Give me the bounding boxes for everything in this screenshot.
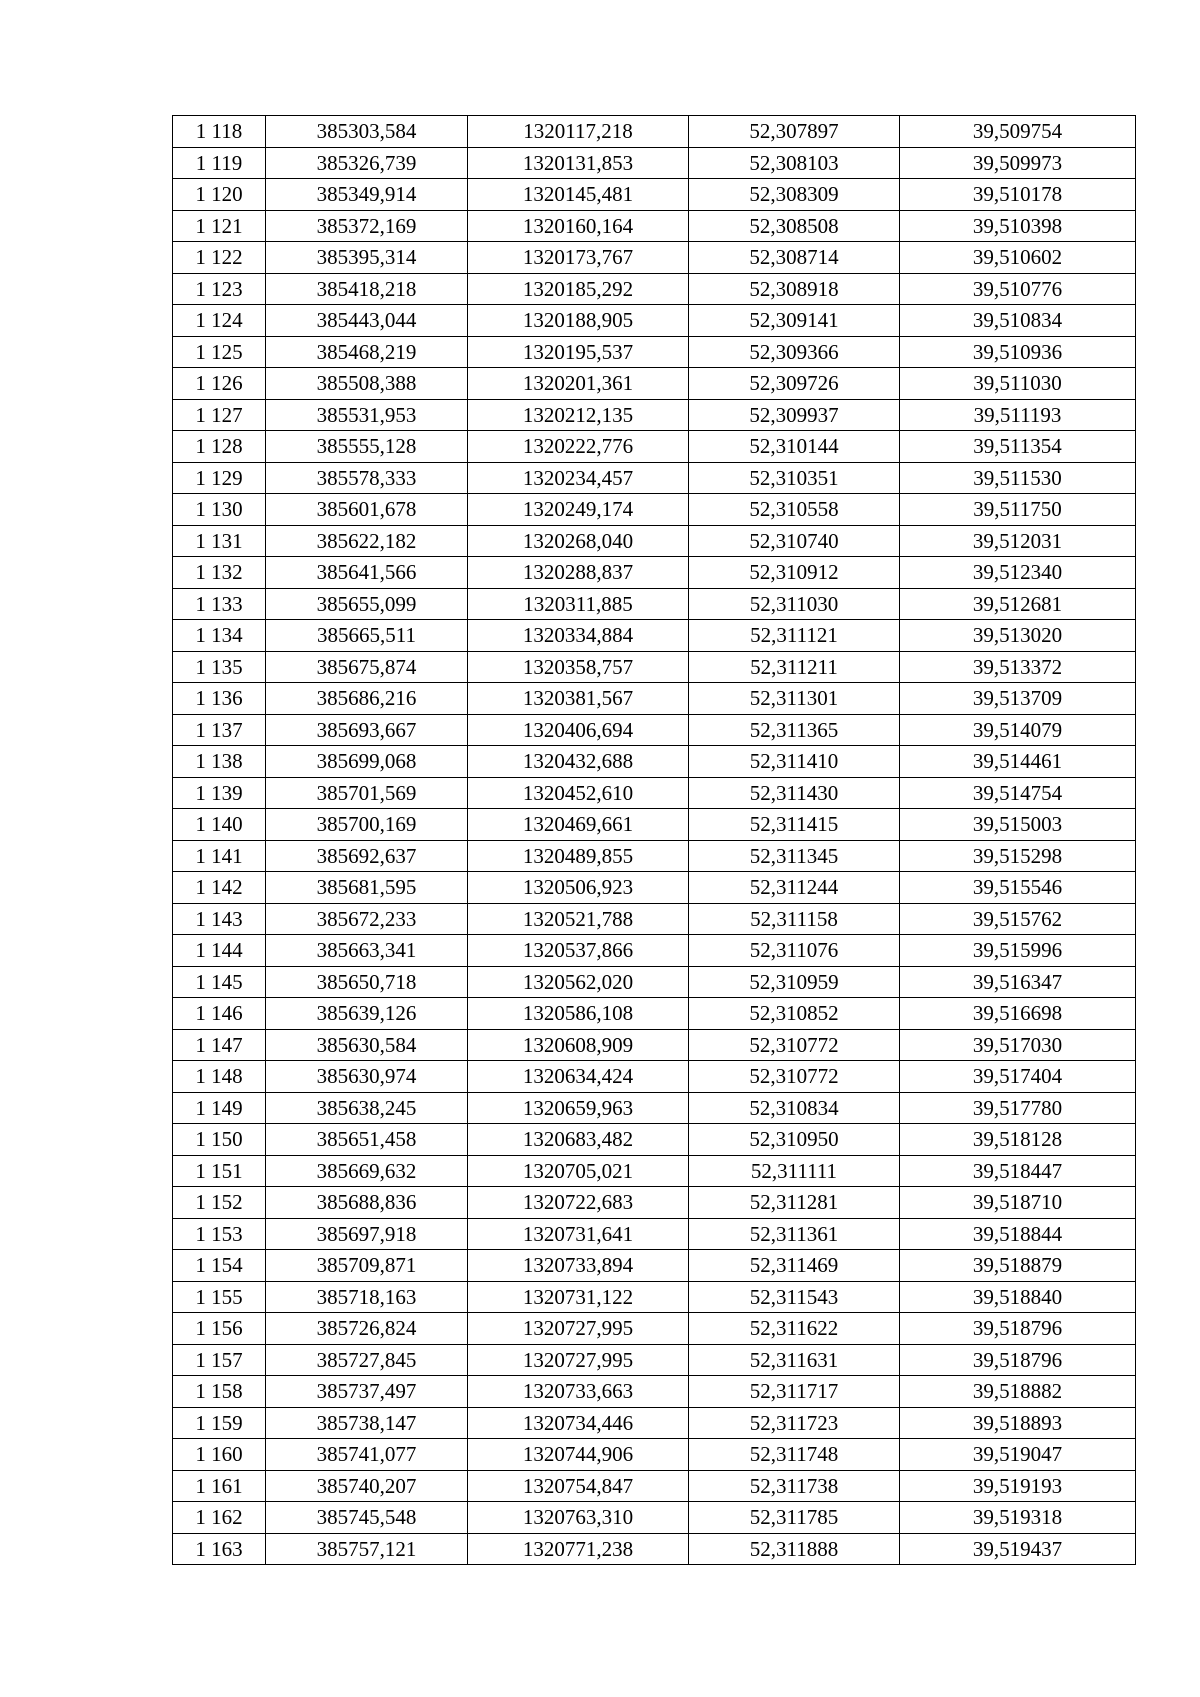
y-coordinate-cell: 1320733,894 — [468, 1250, 689, 1282]
x-coordinate-cell: 385443,044 — [266, 305, 468, 337]
y-coordinate-cell: 1320173,767 — [468, 242, 689, 274]
point-number-cell: 1 154 — [173, 1250, 266, 1282]
y-coordinate-cell: 1320489,855 — [468, 840, 689, 872]
longitude-cell: 39,509973 — [900, 147, 1136, 179]
longitude-cell: 39,510776 — [900, 273, 1136, 305]
point-number-cell: 1 133 — [173, 588, 266, 620]
y-coordinate-cell: 1320705,021 — [468, 1155, 689, 1187]
point-number-cell: 1 142 — [173, 872, 266, 904]
point-number-cell: 1 148 — [173, 1061, 266, 1093]
longitude-cell: 39,510178 — [900, 179, 1136, 211]
x-coordinate-cell: 385718,163 — [266, 1281, 468, 1313]
table-row — [173, 683, 1136, 715]
y-coordinate-cell: 1320311,885 — [468, 588, 689, 620]
latitude-cell: 52,311076 — [689, 935, 900, 967]
latitude-cell: 52,310959 — [689, 966, 900, 998]
latitude-cell: 52,310558 — [689, 494, 900, 526]
x-coordinate-cell: 385650,718 — [266, 966, 468, 998]
latitude-cell: 52,311543 — [689, 1281, 900, 1313]
table-row — [173, 1533, 1136, 1565]
table-row — [173, 1502, 1136, 1534]
table-row — [173, 1250, 1136, 1282]
x-coordinate-cell: 385303,584 — [266, 116, 468, 148]
table-row — [173, 494, 1136, 526]
y-coordinate-cell: 1320744,906 — [468, 1439, 689, 1471]
latitude-cell: 52,311301 — [689, 683, 900, 715]
latitude-cell: 52,311281 — [689, 1187, 900, 1219]
table-row — [173, 273, 1136, 305]
latitude-cell: 52,310772 — [689, 1029, 900, 1061]
latitude-cell: 52,311748 — [689, 1439, 900, 1471]
table-row — [173, 1313, 1136, 1345]
x-coordinate-cell: 385699,068 — [266, 746, 468, 778]
point-number-cell: 1 137 — [173, 714, 266, 746]
x-coordinate-cell: 385508,388 — [266, 368, 468, 400]
point-number-cell: 1 134 — [173, 620, 266, 652]
table-row — [173, 1029, 1136, 1061]
point-number-cell: 1 119 — [173, 147, 266, 179]
longitude-cell: 39,511530 — [900, 462, 1136, 494]
longitude-cell: 39,518710 — [900, 1187, 1136, 1219]
y-coordinate-cell: 1320222,776 — [468, 431, 689, 463]
x-coordinate-cell: 385622,182 — [266, 525, 468, 557]
point-number-cell: 1 157 — [173, 1344, 266, 1376]
point-number-cell: 1 143 — [173, 903, 266, 935]
y-coordinate-cell: 1320381,567 — [468, 683, 689, 715]
point-number-cell: 1 160 — [173, 1439, 266, 1471]
point-number-cell: 1 121 — [173, 210, 266, 242]
latitude-cell: 52,310740 — [689, 525, 900, 557]
y-coordinate-cell: 1320406,694 — [468, 714, 689, 746]
latitude-cell: 52,310950 — [689, 1124, 900, 1156]
longitude-cell: 39,511354 — [900, 431, 1136, 463]
latitude-cell: 52,311211 — [689, 651, 900, 683]
latitude-cell: 52,308103 — [689, 147, 900, 179]
point-number-cell: 1 118 — [173, 116, 266, 148]
y-coordinate-cell: 1320733,663 — [468, 1376, 689, 1408]
x-coordinate-cell: 385727,845 — [266, 1344, 468, 1376]
table-row — [173, 1187, 1136, 1219]
table-row — [173, 1376, 1136, 1408]
table-row — [173, 903, 1136, 935]
x-coordinate-cell: 385757,121 — [266, 1533, 468, 1565]
table-row — [173, 242, 1136, 274]
table-row — [173, 966, 1136, 998]
table-row — [173, 1470, 1136, 1502]
x-coordinate-cell: 385655,099 — [266, 588, 468, 620]
x-coordinate-cell: 385693,667 — [266, 714, 468, 746]
point-number-cell: 1 128 — [173, 431, 266, 463]
point-number-cell: 1 155 — [173, 1281, 266, 1313]
latitude-cell: 52,310912 — [689, 557, 900, 589]
y-coordinate-cell: 1320160,164 — [468, 210, 689, 242]
table-row — [173, 210, 1136, 242]
x-coordinate-cell: 385372,169 — [266, 210, 468, 242]
longitude-cell: 39,510398 — [900, 210, 1136, 242]
y-coordinate-cell: 1320734,446 — [468, 1407, 689, 1439]
x-coordinate-cell: 385745,548 — [266, 1502, 468, 1534]
latitude-cell: 52,311244 — [689, 872, 900, 904]
point-number-cell: 1 146 — [173, 998, 266, 1030]
table-row — [173, 809, 1136, 841]
y-coordinate-cell: 1320586,108 — [468, 998, 689, 1030]
longitude-cell: 39,510602 — [900, 242, 1136, 274]
x-coordinate-cell: 385686,216 — [266, 683, 468, 715]
point-number-cell: 1 141 — [173, 840, 266, 872]
longitude-cell: 39,518840 — [900, 1281, 1136, 1313]
point-number-cell: 1 147 — [173, 1029, 266, 1061]
longitude-cell: 39,517030 — [900, 1029, 1136, 1061]
x-coordinate-cell: 385675,874 — [266, 651, 468, 683]
y-coordinate-cell: 1320452,610 — [468, 777, 689, 809]
table-row — [173, 651, 1136, 683]
longitude-cell: 39,518893 — [900, 1407, 1136, 1439]
latitude-cell: 52,311622 — [689, 1313, 900, 1345]
y-coordinate-cell: 1320131,853 — [468, 147, 689, 179]
longitude-cell: 39,514461 — [900, 746, 1136, 778]
y-coordinate-cell: 1320288,837 — [468, 557, 689, 589]
x-coordinate-cell: 385672,233 — [266, 903, 468, 935]
longitude-cell: 39,518882 — [900, 1376, 1136, 1408]
longitude-cell: 39,512031 — [900, 525, 1136, 557]
x-coordinate-cell: 385630,974 — [266, 1061, 468, 1093]
y-coordinate-cell: 1320358,757 — [468, 651, 689, 683]
longitude-cell: 39,509754 — [900, 116, 1136, 148]
latitude-cell: 52,311158 — [689, 903, 900, 935]
point-number-cell: 1 144 — [173, 935, 266, 967]
x-coordinate-cell: 385669,632 — [266, 1155, 468, 1187]
table-row — [173, 998, 1136, 1030]
table-row — [173, 935, 1136, 967]
longitude-cell: 39,513709 — [900, 683, 1136, 715]
point-number-cell: 1 145 — [173, 966, 266, 998]
table-row — [173, 179, 1136, 211]
x-coordinate-cell: 385700,169 — [266, 809, 468, 841]
longitude-cell: 39,518796 — [900, 1313, 1136, 1345]
x-coordinate-cell: 385737,497 — [266, 1376, 468, 1408]
x-coordinate-cell: 385740,207 — [266, 1470, 468, 1502]
latitude-cell: 52,311410 — [689, 746, 900, 778]
y-coordinate-cell: 1320763,310 — [468, 1502, 689, 1534]
longitude-cell: 39,514079 — [900, 714, 1136, 746]
latitude-cell: 52,311430 — [689, 777, 900, 809]
latitude-cell: 52,310834 — [689, 1092, 900, 1124]
longitude-cell: 39,519318 — [900, 1502, 1136, 1534]
x-coordinate-cell: 385555,128 — [266, 431, 468, 463]
x-coordinate-cell: 385395,314 — [266, 242, 468, 274]
table-row — [173, 1092, 1136, 1124]
y-coordinate-cell: 1320722,683 — [468, 1187, 689, 1219]
point-number-cell: 1 156 — [173, 1313, 266, 1345]
point-number-cell: 1 120 — [173, 179, 266, 211]
longitude-cell: 39,510834 — [900, 305, 1136, 337]
latitude-cell: 52,311785 — [689, 1502, 900, 1534]
y-coordinate-cell: 1320731,641 — [468, 1218, 689, 1250]
latitude-cell: 52,311111 — [689, 1155, 900, 1187]
y-coordinate-cell: 1320334,884 — [468, 620, 689, 652]
x-coordinate-cell: 385663,341 — [266, 935, 468, 967]
table-row — [173, 462, 1136, 494]
point-number-cell: 1 151 — [173, 1155, 266, 1187]
point-number-cell: 1 123 — [173, 273, 266, 305]
latitude-cell: 52,311415 — [689, 809, 900, 841]
y-coordinate-cell: 1320469,661 — [468, 809, 689, 841]
table-row — [173, 525, 1136, 557]
coordinates-table-body — [173, 116, 1136, 1565]
coordinates-table — [172, 115, 1136, 1565]
table-row — [173, 336, 1136, 368]
y-coordinate-cell: 1320521,788 — [468, 903, 689, 935]
latitude-cell: 52,308918 — [689, 273, 900, 305]
latitude-cell: 52,308508 — [689, 210, 900, 242]
point-number-cell: 1 158 — [173, 1376, 266, 1408]
longitude-cell: 39,518128 — [900, 1124, 1136, 1156]
latitude-cell: 52,311469 — [689, 1250, 900, 1282]
latitude-cell: 52,311717 — [689, 1376, 900, 1408]
latitude-cell: 52,310772 — [689, 1061, 900, 1093]
table-row — [173, 840, 1136, 872]
x-coordinate-cell: 385468,219 — [266, 336, 468, 368]
latitude-cell: 52,311888 — [689, 1533, 900, 1565]
x-coordinate-cell: 385418,218 — [266, 273, 468, 305]
table-row — [173, 399, 1136, 431]
x-coordinate-cell: 385697,918 — [266, 1218, 468, 1250]
longitude-cell: 39,515996 — [900, 935, 1136, 967]
x-coordinate-cell: 385665,511 — [266, 620, 468, 652]
table-row — [173, 1218, 1136, 1250]
x-coordinate-cell: 385601,678 — [266, 494, 468, 526]
point-number-cell: 1 136 — [173, 683, 266, 715]
longitude-cell: 39,518844 — [900, 1218, 1136, 1250]
x-coordinate-cell: 385630,584 — [266, 1029, 468, 1061]
x-coordinate-cell: 385639,126 — [266, 998, 468, 1030]
latitude-cell: 52,309726 — [689, 368, 900, 400]
longitude-cell: 39,511030 — [900, 368, 1136, 400]
table-row — [173, 1124, 1136, 1156]
latitude-cell: 52,311365 — [689, 714, 900, 746]
point-number-cell: 1 135 — [173, 651, 266, 683]
x-coordinate-cell: 385326,739 — [266, 147, 468, 179]
y-coordinate-cell: 1320145,481 — [468, 179, 689, 211]
y-coordinate-cell: 1320562,020 — [468, 966, 689, 998]
latitude-cell: 52,308309 — [689, 179, 900, 211]
y-coordinate-cell: 1320188,905 — [468, 305, 689, 337]
longitude-cell: 39,519047 — [900, 1439, 1136, 1471]
table-row — [173, 746, 1136, 778]
y-coordinate-cell: 1320117,218 — [468, 116, 689, 148]
x-coordinate-cell: 385741,077 — [266, 1439, 468, 1471]
x-coordinate-cell: 385349,914 — [266, 179, 468, 211]
point-number-cell: 1 127 — [173, 399, 266, 431]
longitude-cell: 39,516698 — [900, 998, 1136, 1030]
longitude-cell: 39,514754 — [900, 777, 1136, 809]
point-number-cell: 1 153 — [173, 1218, 266, 1250]
point-number-cell: 1 125 — [173, 336, 266, 368]
y-coordinate-cell: 1320212,135 — [468, 399, 689, 431]
latitude-cell: 52,310852 — [689, 998, 900, 1030]
y-coordinate-cell: 1320731,122 — [468, 1281, 689, 1313]
x-coordinate-cell: 385641,566 — [266, 557, 468, 589]
point-number-cell: 1 162 — [173, 1502, 266, 1534]
y-coordinate-cell: 1320195,537 — [468, 336, 689, 368]
latitude-cell: 52,310351 — [689, 462, 900, 494]
table-row — [173, 1407, 1136, 1439]
latitude-cell: 52,311361 — [689, 1218, 900, 1250]
longitude-cell: 39,515546 — [900, 872, 1136, 904]
y-coordinate-cell: 1320432,688 — [468, 746, 689, 778]
longitude-cell: 39,511750 — [900, 494, 1136, 526]
longitude-cell: 39,517780 — [900, 1092, 1136, 1124]
latitude-cell: 52,311631 — [689, 1344, 900, 1376]
x-coordinate-cell: 385531,953 — [266, 399, 468, 431]
longitude-cell: 39,511193 — [900, 399, 1136, 431]
y-coordinate-cell: 1320634,424 — [468, 1061, 689, 1093]
longitude-cell: 39,516347 — [900, 966, 1136, 998]
y-coordinate-cell: 1320754,847 — [468, 1470, 689, 1502]
point-number-cell: 1 150 — [173, 1124, 266, 1156]
latitude-cell: 52,308714 — [689, 242, 900, 274]
point-number-cell: 1 159 — [173, 1407, 266, 1439]
latitude-cell: 52,307897 — [689, 116, 900, 148]
x-coordinate-cell: 385726,824 — [266, 1313, 468, 1345]
y-coordinate-cell: 1320201,361 — [468, 368, 689, 400]
point-number-cell: 1 149 — [173, 1092, 266, 1124]
y-coordinate-cell: 1320771,238 — [468, 1533, 689, 1565]
x-coordinate-cell: 385701,569 — [266, 777, 468, 809]
longitude-cell: 39,519193 — [900, 1470, 1136, 1502]
y-coordinate-cell: 1320234,457 — [468, 462, 689, 494]
table-row — [173, 305, 1136, 337]
longitude-cell: 39,515298 — [900, 840, 1136, 872]
table-row — [173, 620, 1136, 652]
y-coordinate-cell: 1320727,995 — [468, 1313, 689, 1345]
longitude-cell: 39,517404 — [900, 1061, 1136, 1093]
y-coordinate-cell: 1320506,923 — [468, 872, 689, 904]
longitude-cell: 39,513372 — [900, 651, 1136, 683]
longitude-cell: 39,515762 — [900, 903, 1136, 935]
table-row — [173, 147, 1136, 179]
point-number-cell: 1 132 — [173, 557, 266, 589]
longitude-cell: 39,512681 — [900, 588, 1136, 620]
x-coordinate-cell: 385578,333 — [266, 462, 468, 494]
x-coordinate-cell: 385681,595 — [266, 872, 468, 904]
longitude-cell: 39,510936 — [900, 336, 1136, 368]
table-row — [173, 1281, 1136, 1313]
table-row — [173, 872, 1136, 904]
point-number-cell: 1 140 — [173, 809, 266, 841]
x-coordinate-cell: 385738,147 — [266, 1407, 468, 1439]
y-coordinate-cell: 1320727,995 — [468, 1344, 689, 1376]
y-coordinate-cell: 1320683,482 — [468, 1124, 689, 1156]
table-row — [173, 588, 1136, 620]
y-coordinate-cell: 1320249,174 — [468, 494, 689, 526]
point-number-cell: 1 152 — [173, 1187, 266, 1219]
table-row — [173, 116, 1136, 148]
latitude-cell: 52,311030 — [689, 588, 900, 620]
longitude-cell: 39,519437 — [900, 1533, 1136, 1565]
longitude-cell: 39,512340 — [900, 557, 1136, 589]
table-row — [173, 431, 1136, 463]
x-coordinate-cell: 385709,871 — [266, 1250, 468, 1282]
longitude-cell: 39,518796 — [900, 1344, 1136, 1376]
point-number-cell: 1 161 — [173, 1470, 266, 1502]
point-number-cell: 1 130 — [173, 494, 266, 526]
table-row — [173, 1344, 1136, 1376]
y-coordinate-cell: 1320537,866 — [468, 935, 689, 967]
point-number-cell: 1 129 — [173, 462, 266, 494]
x-coordinate-cell: 385688,836 — [266, 1187, 468, 1219]
latitude-cell: 52,309937 — [689, 399, 900, 431]
latitude-cell: 52,311738 — [689, 1470, 900, 1502]
longitude-cell: 39,518879 — [900, 1250, 1136, 1282]
y-coordinate-cell: 1320268,040 — [468, 525, 689, 557]
point-number-cell: 1 126 — [173, 368, 266, 400]
latitude-cell: 52,311121 — [689, 620, 900, 652]
longitude-cell: 39,513020 — [900, 620, 1136, 652]
point-number-cell: 1 131 — [173, 525, 266, 557]
x-coordinate-cell: 385692,637 — [266, 840, 468, 872]
y-coordinate-cell: 1320608,909 — [468, 1029, 689, 1061]
point-number-cell: 1 122 — [173, 242, 266, 274]
latitude-cell: 52,309366 — [689, 336, 900, 368]
x-coordinate-cell: 385638,245 — [266, 1092, 468, 1124]
latitude-cell: 52,311345 — [689, 840, 900, 872]
y-coordinate-cell: 1320659,963 — [468, 1092, 689, 1124]
table-row — [173, 1439, 1136, 1471]
longitude-cell: 39,515003 — [900, 809, 1136, 841]
latitude-cell: 52,309141 — [689, 305, 900, 337]
point-number-cell: 1 139 — [173, 777, 266, 809]
point-number-cell: 1 124 — [173, 305, 266, 337]
x-coordinate-cell: 385651,458 — [266, 1124, 468, 1156]
table-row — [173, 714, 1136, 746]
point-number-cell: 1 138 — [173, 746, 266, 778]
latitude-cell: 52,311723 — [689, 1407, 900, 1439]
table-row — [173, 557, 1136, 589]
longitude-cell: 39,518447 — [900, 1155, 1136, 1187]
table-row — [173, 1155, 1136, 1187]
table-row — [173, 368, 1136, 400]
table-row — [173, 1061, 1136, 1093]
y-coordinate-cell: 1320185,292 — [468, 273, 689, 305]
latitude-cell: 52,310144 — [689, 431, 900, 463]
table-row — [173, 777, 1136, 809]
point-number-cell: 1 163 — [173, 1533, 266, 1565]
